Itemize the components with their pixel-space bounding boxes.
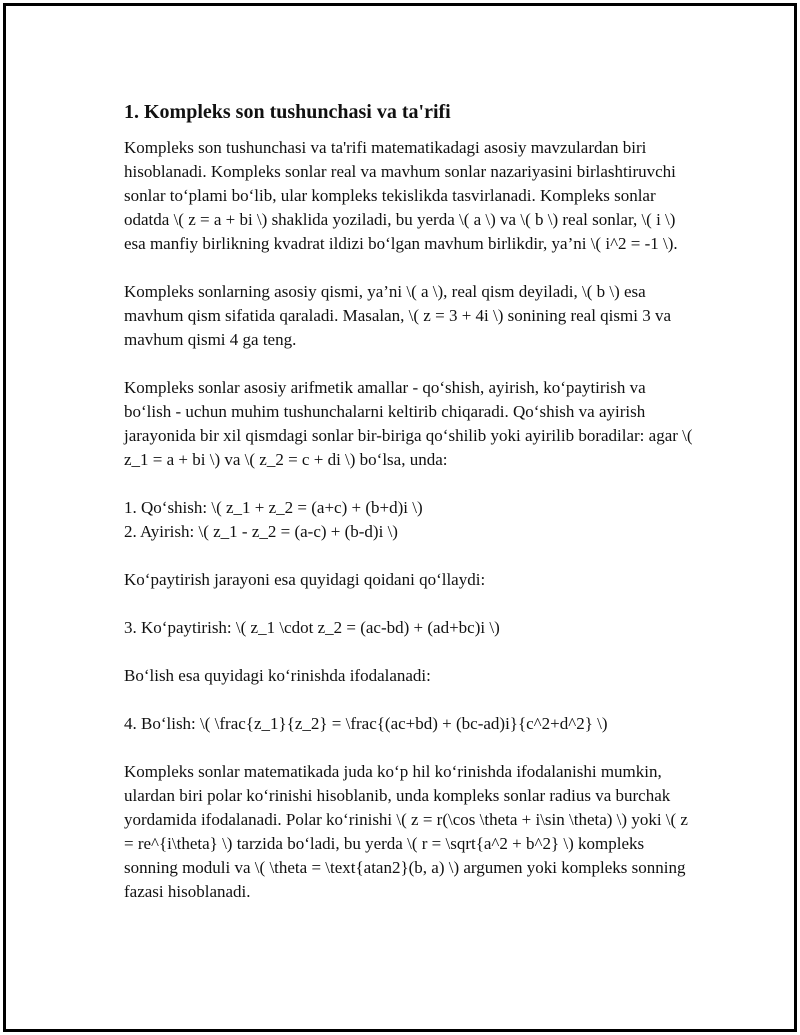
paragraph-definition: Kompleks son tushunchasi va ta'rifi matematikadagi asosiy mavzulardan biri hisoblanadi. Kompleks sonlar real va mavhum sonlar nazariyasini birlashtiruvchi sonlar to‘plami bo‘lib, ular kompleks tekislikda tasvirlanadi. Kompleks sonlar odatda \( z = a + bi \) shaklida yoziladi, bu yerda \( a \) va \( b \) real sonlar, \( i \) esa manfiy birlikning kvadrat ildizi bo‘lgan mavhum birlikdir, ya’ni \( i^2 = -1 \). [124,138,678,253]
paragraph-multiplication-intro: Ko‘paytirish jarayoni esa quyidagi qoidani qo‘llaydi: [124,570,486,589]
paragraph-real-imaginary-parts: Kompleks sonlarning asosiy qismi, ya’ni \( a \), real qism deyiladi, \( b \) esa mavhum qism sifatida qaraladi. Masalan, \( z = 3 + 4i \) sonining real qismi 3 va mavhum qismi 4 ga teng. [124,282,672,349]
paragraph-gap [124,640,694,664]
paragraph-arithmetic-operations: Kompleks sonlar asosiy arifmetik amallar - qo‘shish, ayirish, ko‘paytirish va bo‘lish - uchun muhim tushunchalarni keltirib chiqaradi. Qo‘shish va ayirish jarayonida bir xil qismdagi sonlar bir-biriga qo‘shilib yoki ayirilib boradilar: agar \( z_1 = a + bi \) va \( z_2 = c + di \) bo‘lsa, unda: [124,378,693,469]
formula-addition: 1. Qo‘shish: \( z_1 + z_2 = (a+c) + (b+d)i \) [124,498,423,517]
paragraph-gap [124,736,694,760]
paragraph-polar-form: Kompleks sonlar matematikada juda ko‘p hil ko‘rinishda ifodalanishi mumkin, ulardan biri polar ko‘rinishi hisoblanib, unda kompleks sonlar radius va burchak yordamida ifodalanadi. Polar ko‘rinishi \( z = r(\cos \theta + i\sin \theta) \) yoki \( z = re^{i\theta} \) tarzida bo‘ladi, bu yerda \( r = \sqrt{a^2 + b^2} \) kompleks sonning moduli va \( \theta = \text{atan2}(b, a) \) argumen yoki kompleks sonning fazasi hisoblanadi. [124,762,688,901]
formula-subtraction: 2. Ayirish: \( z_1 - z_2 = (a-c) + (b-d)i \) [124,522,398,541]
formula-division: 4. Bo‘lish: \( \frac{z_1}{z_2} = \frac{(ac+bd) + (bc-ad)i}{c^2+d^2} \) [124,714,608,733]
paragraph-gap [124,592,694,616]
document-body [124,98,694,904]
paragraph-gap [124,472,694,496]
formula-multiplication: 3. Ko‘paytirish: \( z_1 \cdot z_2 = (ac-bd) + (ad+bc)i \) [124,618,500,637]
paragraph-gap [124,544,694,568]
section-title: 1. Kompleks son tushunchasi va ta'rifi [124,101,451,123]
page-frame [3,3,797,1032]
paragraph-gap [124,688,694,712]
paragraph-gap [124,352,694,376]
paragraph-division-intro: Bo‘lish esa quyidagi ko‘rinishda ifodalanadi: [124,666,431,685]
paragraph-gap [124,256,694,280]
